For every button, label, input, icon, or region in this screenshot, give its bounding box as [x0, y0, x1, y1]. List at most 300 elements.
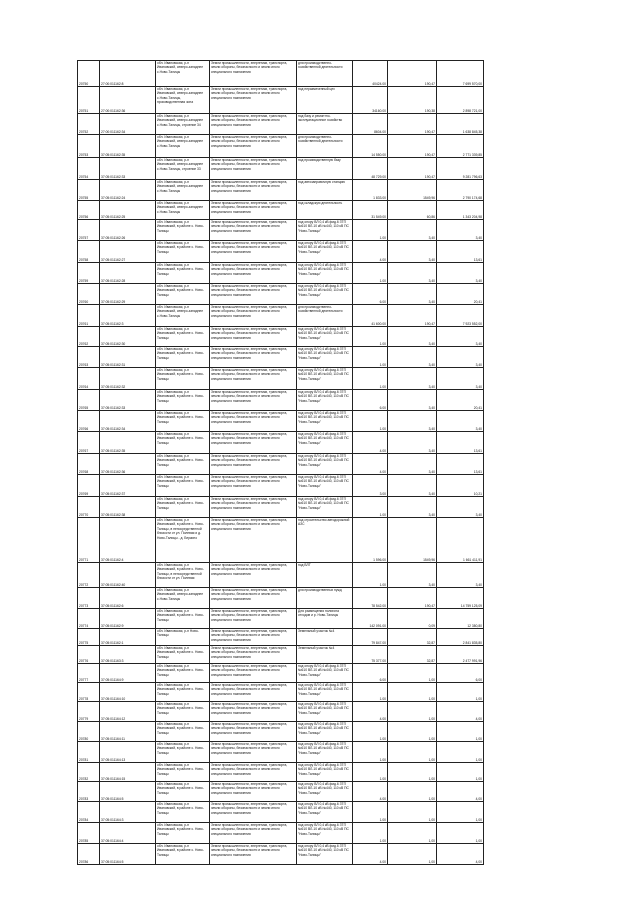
row-id: 20755 [78, 180, 100, 201]
permitted-use: под опору ВЛ 0,4 кВ фид.6 ЗТП №610 ВЛ-10 кВ №440, 110 кВ ПС "Ново-Талицы" [297, 241, 353, 263]
cadastral-table [77, 60, 484, 865]
specific-value: 1,00 [388, 802, 437, 823]
area: 4.00 [353, 844, 388, 865]
land-category: Земли промышленности, энергетики, транспорта, земли обороны, безопасности и земли иного специального назначения [210, 782, 297, 802]
specific-value: 3,40 [388, 432, 437, 454]
cadastral-number: 37:05:011162:3 [100, 305, 156, 327]
area: 8604.00 [353, 114, 388, 135]
cadastral-value: 3,40 [437, 263, 484, 284]
permitted-use: под опору ВЛ 0,4 кВ фид.6 ЗТП №610 ВЛ-10 кВ №440, 110 кВ ПС "Ново-Талицы" [297, 432, 353, 454]
address: обл. Ивановская, р-н Ивановский, в районе с. Ново-Талицы [156, 475, 210, 497]
address: обл. Ивановская, р-н Ивановский, в районе с. Ново-Талицы [156, 609, 210, 629]
land-category: Земли промышленности, энергетики, транспорта, земли обороны, безопасности и земли иного специального назначения [210, 844, 297, 865]
cadastral-value: 1,00 [437, 823, 484, 844]
row-id: 20750 [78, 61, 100, 87]
table-row [78, 327, 484, 347]
cadastral-value: 3,40 [437, 368, 484, 390]
land-category: Земли промышленности, энергетики, транспорта, земли обороны, безопасности и земли иного специального назначения [210, 763, 297, 782]
land-category: Земли промышленности, энергетики, транспорта, земли обороны, безопасности и земли иного специального назначения [210, 411, 297, 432]
cadastral-number: 37:05:011162:4 [100, 518, 156, 563]
table-row [78, 347, 484, 368]
area: 1.00 [353, 563, 388, 588]
area: 1 833.00 [353, 180, 388, 201]
area: 1.00 [353, 763, 388, 782]
specific-value: 190,47 [388, 588, 437, 609]
permitted-use: под опору ВЛ 0,4 кВ фид.6 ЗТП №610 ВЛ-10 кВ №440, 110 кВ ПС "Ново-Талицы" [297, 782, 353, 802]
permitted-use: для производственно-хозяйственной деятельности [297, 305, 353, 327]
land-category: Земли промышленности, энергетики, транспорта, земли обороны, безопасности и земли иного специального назначения [210, 241, 297, 263]
cadastral-number: 37:05:011162:38 [100, 497, 156, 518]
address: обл. Ивановская, р-н Ивановский, северо-западнее с.Ново-Талицы [156, 588, 210, 609]
land-category: Земли промышленности, энергетики, транспорта, земли обороны, безопасности и земли иного специального назначения [210, 220, 297, 241]
cadastral-value: 1 638 845,38 [437, 114, 484, 135]
permitted-use: под опору ВЛ 0,4 кВ фид.6 ЗТП №610 ВЛ-10 кВ №440, 110 кВ ПС "Ново-Талицы" [297, 263, 353, 284]
permitted-use: для производственно-хозяйственной деятельности [297, 61, 353, 87]
land-category: Земли промышленности, энергетики, транспорта, земли обороны, безопасности и земли иного специального назначения [210, 588, 297, 609]
land-category: Земли промышленности, энергетики, транспорта, земли обороны, безопасности и земли иного специального назначения [210, 646, 297, 664]
land-category: Земли промышленности, энергетики, транспорта, земли обороны, безопасности и земли иного специального назначения [210, 475, 297, 497]
permitted-use: под автозаправочную станцию [297, 180, 353, 201]
specific-value: 1,00 [388, 782, 437, 802]
table-row [78, 646, 484, 664]
cadastral-value: 1,00 [437, 763, 484, 782]
area: 3.00 [353, 475, 388, 497]
specific-value: 1,00 [388, 742, 437, 763]
area: 14 550.00 [353, 135, 388, 158]
cadastral-value: 1,00 [437, 722, 484, 742]
cadastral-value: 3,40 [437, 327, 484, 347]
cadastral-value: 4,00 [437, 702, 484, 722]
table-row [78, 368, 484, 390]
land-category: Земли промышленности, энергетики, транспорта, земли обороны, безопасности и земли иного специального назначения [210, 347, 297, 368]
address: обл. Ивановская, р-н Ивановский, в районе с. Ново-Талицы [156, 411, 210, 432]
land-category: Земли промышленности, энергетики, транспорта, земли обороны, безопасности и земли иного специального назначения [210, 609, 297, 629]
permitted-use: под опору ВЛ 0,4 кВ фид.6 ЗТП №610 ВЛ-10 кВ №440, 110 кВ ПС "Ново-Талицы" [297, 475, 353, 497]
cadastral-value: 4,00 [437, 844, 484, 865]
cadastral-value: 3,40 [437, 563, 484, 588]
cadastral-number: 37:05:011162:35 [100, 135, 156, 158]
permitted-use: под опору ВЛ 0,4 кВ фид.6 ЗТП №610 ВЛ-10 кВ №440, 110 кВ ПС "Ново-Талицы" [297, 683, 353, 702]
cadastral-number: 37:05:011164:9 [100, 664, 156, 683]
specific-value: 190,38 [388, 87, 437, 114]
cadastral-value: 20,41 [437, 284, 484, 305]
permitted-use: для производственно-хозяйственной деятельности [297, 135, 353, 158]
specific-value: 3,40 [388, 563, 437, 588]
cadastral-value: 2 898 721,00 [437, 87, 484, 114]
specific-value: 190,47 [388, 114, 437, 135]
area: 1 596.00 [353, 518, 388, 563]
area: 1.00 [353, 347, 388, 368]
table-row [78, 588, 484, 609]
area: 41 600.00 [353, 305, 388, 327]
permitted-use: под опору ВЛ 0,4 кВ фид.6 ЗТП №610 ВЛ-10 кВ №440, 110 кВ ПС "Ново-Талицы" [297, 763, 353, 782]
land-category: Земли промышленности, энергетики, транспорта, земли обороны, безопасности и земли иного специального назначения [210, 702, 297, 722]
table-row [78, 497, 484, 518]
table-row [78, 844, 484, 865]
permitted-use: под опору ВЛ 0,4 кВ фид.6 ЗТП №610 ВЛ-10 кВ №440, 110 кВ ПС "Ново-Талицы" [297, 390, 353, 411]
area: 1.00 [353, 802, 388, 823]
address: обл. Ивановская, р-н Ивановский, в районе с. Ново-Талицы [156, 347, 210, 368]
permitted-use: под базу и ремонтно-эксплуатационное хозяйство [297, 114, 353, 135]
cadastral-value: 3,40 [437, 411, 484, 432]
address: обл. Ивановская, р-н Ивановский, северо-западнее с.Ново-Талицы, строение 34 [156, 114, 210, 135]
row-id: 20784 [78, 802, 100, 823]
table-row [78, 722, 484, 742]
row-id: 20782 [78, 763, 100, 782]
area: 1.00 [353, 220, 388, 241]
permitted-use: под складскую деятельность [297, 201, 353, 220]
cadastral-value: 6,00 [437, 664, 484, 683]
cadastral-number: 27:00:011162:8 [100, 61, 156, 87]
address: обл. Ивановская, р-н Ивановский, северо-западнее с.Ново-Талицы [156, 61, 210, 87]
table-row [78, 763, 484, 782]
cadastral-number: 37:05:011162:24 [100, 180, 156, 201]
land-category: Земли промышленности, энергетики, транспорта, земли обороны, безопасности и земли иного специального назначения [210, 368, 297, 390]
land-category: Земли промышленности, энергетики, транспорта, земли обороны, безопасности и земли иного специального назначения [210, 823, 297, 844]
permitted-use: под опору ВЛ 0,4 кВ фид.6 ЗТП №610 ВЛ-10 кВ №440, 110 кВ ПС "Ново-Талицы" [297, 284, 353, 305]
cadastral-value: 13,61 [437, 454, 484, 475]
cadastral-value: 14 759 125,09 [437, 588, 484, 609]
row-id: 20775 [78, 629, 100, 646]
cadastral-value: 20,41 [437, 390, 484, 411]
address: обл. Ивановская, р-н Ивановский, в районе с. Ново-Талицы [156, 368, 210, 390]
permitted-use: под неразмеченный цех [297, 87, 353, 114]
cadastral-value: 13,61 [437, 241, 484, 263]
permitted-use: под опору ВЛ 0,4 кВ фид.6 ЗТП №610 ВЛ-10 кВ №440, 110 кВ ПС "Ново-Талицы" [297, 844, 353, 865]
table-row [78, 664, 484, 683]
specific-value: 190,47 [388, 61, 437, 87]
address: обл. Ивановская, р-н Ивановский, в районе с. Ново-Талицы [156, 241, 210, 263]
specific-value: 3,40 [388, 241, 437, 263]
land-category: Земли промышленности, энергетики, транспорта, земли обороны, безопасности и земли иного специального назначения [210, 180, 297, 201]
table-row [78, 284, 484, 305]
cadastral-value: 1 661 411,91 [437, 518, 484, 563]
cadastral-number: 37:05:011162:6 [100, 588, 156, 609]
permitted-use: под строительство автодорожной АЗС [297, 518, 353, 563]
cadastral-value: 7 699 570,00 [437, 61, 484, 87]
address: обл. Ивановская, р-н Ивановский, в районе с. Ново-Талицы [156, 263, 210, 284]
land-category: Земли промышленности, энергетики, транспорта, земли обороны, безопасности и земли иного специального назначения [210, 497, 297, 518]
address: обл. Ивановская, р-н Ново-Талицы [156, 629, 210, 646]
permitted-use: под опору ВЛ 0,4 кВ фид.6 ЗТП №610 ВЛ-10 кВ №440, 110 кВ ПС "Ново-Талицы" [297, 823, 353, 844]
land-category: Земли промышленности, энергетики, транспорта, земли обороны, безопасности и земли иного специального назначения [210, 305, 297, 327]
table-row [78, 475, 484, 497]
land-category: Земли промышленности, энергетики, транспорта, земли обороны, безопасности и земли иного специального назначения [210, 284, 297, 305]
row-id: 20761 [78, 305, 100, 327]
land-category: Земли промышленности, энергетики, транспорта, земли обороны, безопасности и земли иного специального назначения [210, 629, 297, 646]
specific-value: 1,00 [388, 683, 437, 702]
cadastral-number: 37:05:011162:26 [100, 220, 156, 241]
land-category: Земли промышленности, энергетики, транспорта, земли обороны, безопасности и земли иного специального назначения [210, 263, 297, 284]
permitted-use: под опору ВЛ 0,4 кВ фид.6 ЗТП №610 ВЛ-10 кВ №440, 110 кВ ПС "Ново-Талицы" [297, 347, 353, 368]
cadastral-number: 37:05:011162:28 [100, 263, 156, 284]
land-category: Земли промышленности, энергетики, транспорта, земли обороны, безопасности и земли иного специального назначения [210, 432, 297, 454]
table-row [78, 609, 484, 629]
cadastral-value: 13,61 [437, 432, 484, 454]
row-id: 20776 [78, 646, 100, 664]
specific-value: 3,40 [388, 497, 437, 518]
cadastral-number: 37:05:011162:33 [100, 390, 156, 411]
area: 4.00 [353, 782, 388, 802]
permitted-use: под опору ВЛ 0,4 кВ фид.6 ЗТП №610 ВЛ-10 кВ №440, 110 кВ ПС "Ново-Талицы" [297, 702, 353, 722]
area: 78 542.00 [353, 588, 388, 609]
table-row [78, 629, 484, 646]
specific-value: 1,00 [388, 844, 437, 865]
permitted-use: под производственную базу [297, 158, 353, 180]
address: обл. Ивановская, р-н Ивановский, в районе с. Ново-Талицы [156, 432, 210, 454]
table-row [78, 782, 484, 802]
area: 1.00 [353, 327, 388, 347]
address: обл. Ивановская, р-н Ивановский, в районе с. Ново-Талицы [156, 220, 210, 241]
area: 34160.00 [353, 87, 388, 114]
specific-value: 190,47 [388, 135, 437, 158]
cadastral-number: 37:05:011164:10 [100, 683, 156, 702]
row-id: 20778 [78, 683, 100, 702]
area: 1.00 [353, 823, 388, 844]
area: 6.00 [353, 664, 388, 683]
area: 48 729.00 [353, 158, 388, 180]
area: 1.00 [353, 368, 388, 390]
permitted-use: под опору ВЛ 0,4 кВ фид.6 ЗТП №610 ВЛ-10 кВ №440, 110 кВ ПС "Ново-Талицы" [297, 220, 353, 241]
permitted-use: под опору ВЛ 0,4 кВ фид.6 ЗТП №610 ВЛ-10 кВ №440, 110 кВ ПС "Ново-Талицы" [297, 454, 353, 475]
table-row [78, 220, 484, 241]
specific-value: 0,09 [388, 609, 437, 629]
address: обл. Ивановская, р-н Ивановский, в районе с. Ново-Талицы [156, 742, 210, 763]
row-id: 20770 [78, 497, 100, 518]
land-category: Земли промышленности, энергетики, транспорта, земли обороны, безопасности и земли иного специального назначения [210, 114, 297, 135]
permitted-use: под опору ВЛ 0,4 кВ фид.6 ЗТП №610 ВЛ-10 кВ №440, 110 кВ ПС "Ново-Талицы" [297, 664, 353, 683]
row-id: 20751 [78, 87, 100, 114]
specific-value: 1549,96 [388, 518, 437, 563]
land-category: Земли промышленности, энергетики, транспорта, земли обороны, безопасности и земли иного специального назначения [210, 158, 297, 180]
table-row [78, 390, 484, 411]
cadastral-number: 37:05:011162:31 [100, 347, 156, 368]
specific-value: 3,40 [388, 284, 437, 305]
table-row [78, 518, 484, 563]
row-id: 20766 [78, 411, 100, 432]
address: обл. Ивановская, р-н Ивановский, северо-западнее с.Ново-Талицы, производственная зона [156, 87, 210, 114]
permitted-use: под опору ВЛ 0,4 кВ фид.6 ЗТП №610 ВЛ-10 кВ №440, 110 кВ ПС "Ново-Талицы" [297, 497, 353, 518]
land-category: Земли промышленности, энергетики, транспорта, земли обороны, безопасности и земли иного специального назначения [210, 664, 297, 683]
table-row [78, 241, 484, 263]
land-category: Земли промышленности, энергетики, транспорта, земли обороны, безопасности и земли иного специального назначения [210, 454, 297, 475]
address: обл. Ивановская, р-н Ивановский, северо-западнее с.Ново-Талицы [156, 201, 210, 220]
cadastral-number: 37:05:011162:40 [100, 563, 156, 588]
cadastral-value: 7 923 552,00 [437, 305, 484, 327]
row-id: 20762 [78, 327, 100, 347]
land-category: Земли промышленности, энергетики, транспорта, земли обороны, безопасности и земли иного специального назначения [210, 327, 297, 347]
cadastral-number: 37:05:011162:35 [100, 432, 156, 454]
specific-value: 60,86 [388, 201, 437, 220]
specific-value: 1,00 [388, 763, 437, 782]
row-id: 20763 [78, 347, 100, 368]
cadastral-number: 37:05:011164:15 [100, 763, 156, 782]
address: обл. Ивановская, р-н Ивановский, в районе с. Ново-Талицы [156, 722, 210, 742]
specific-value: 32,87 [388, 629, 437, 646]
cadastral-value: 10,21 [437, 475, 484, 497]
land-category: Земли промышленности, энергетики, транспорта, земли обороны, безопасности и земли иного специального назначения [210, 201, 297, 220]
row-id: 20772 [78, 563, 100, 588]
cadastral-value: 3,40 [437, 497, 484, 518]
address: обл. Ивановская, р-н Ивановский, северо-западнее с.Ново-Талицы [156, 180, 210, 201]
address: обл. Ивановская, р-н Ивановский, северо-западнее с.Ново-Талицы, строение 33 [156, 158, 210, 180]
cadastral-number: 37:05:011164:5 [100, 844, 156, 865]
cadastral-number: 37:05:011164:12 [100, 702, 156, 722]
area: 142 091.00 [353, 609, 388, 629]
cadastral-number: 37:05:011164:4 [100, 823, 156, 844]
permitted-use: под опору ВЛ 0,4 кВ фид.6 ЗТП №610 ВЛ-10 кВ №440, 110 кВ ПС "Ново-Талицы" [297, 722, 353, 742]
address: обл. Ивановская, р-н Ивановский, в районе с. Ново-Талицы [156, 683, 210, 702]
row-id: 20774 [78, 609, 100, 629]
table-row [78, 114, 484, 135]
row-id: 20764 [78, 368, 100, 390]
address: обл. Ивановская, р-н Ивановский, в районе с. Ново-Талицы [156, 390, 210, 411]
area: 1.00 [353, 683, 388, 702]
table-row [78, 823, 484, 844]
cadastral-number: 37:05:011162:33 [100, 158, 156, 180]
specific-value: 3,40 [388, 454, 437, 475]
cadastral-number: 37:05:011162:30 [100, 327, 156, 347]
address: обл. Ивановская, р-н Ивановский, в районе с. Ново-Талицы [156, 844, 210, 865]
cadastral-value: 2 477 991,96 [437, 646, 484, 664]
cadastral-number: 37:05:011162:29 [100, 284, 156, 305]
permitted-use: Для размещения полигона отходов и р. Ново-Талицы [297, 609, 353, 629]
address: обл. Ивановская, р-н Ивановский, в районе с. Ново-Талицы [156, 327, 210, 347]
cadastral-value: 1,00 [437, 802, 484, 823]
land-category: Земли промышленности, энергетики, транспорта, земли обороны, безопасности и земли иного специального назначения [210, 61, 297, 87]
table-row [78, 158, 484, 180]
table-row [78, 180, 484, 201]
specific-value: 1,00 [388, 664, 437, 683]
row-id: 20779 [78, 702, 100, 722]
table-body [78, 61, 484, 865]
cadastral-value: 3,40 [437, 220, 484, 241]
permitted-use: под опору ВЛ 0,4 кВ фид.6 ЗТП №610 ВЛ-10 кВ №440, 110 кВ ПС "Ново-Талицы" [297, 411, 353, 432]
area: 40424.00 [353, 61, 388, 87]
row-id: 20757 [78, 220, 100, 241]
area: 4.00 [353, 454, 388, 475]
row-id: 20765 [78, 390, 100, 411]
land-category: Земли промышленности, энергетики, транспорта, земли обороны, безопасности и земли иного специального назначения [210, 683, 297, 702]
area: 75 377.00 [353, 646, 388, 664]
table-row [78, 411, 484, 432]
specific-value: 1,00 [388, 823, 437, 844]
cadastral-number: 27:00:011162:34 [100, 114, 156, 135]
cadastral-number: 37:05:011162:36 [100, 454, 156, 475]
table-row [78, 263, 484, 284]
permitted-use: под опору ВЛ 0,4 кВ фид.6 ЗТП №610 ВЛ-10 кВ №440, 110 кВ ПС "Ново-Талицы" [297, 802, 353, 823]
address: обл. Ивановская, р-н Ивановский, в районе с. Ново-Талицы [156, 823, 210, 844]
area: 4.00 [353, 241, 388, 263]
specific-value: 1,00 [388, 722, 437, 742]
permitted-use: под опору ВЛ 0,4 кВ фид.6 ЗТП №610 ВЛ-10 кВ №440, 110 кВ ПС "Ново-Талицы" [297, 368, 353, 390]
cadastral-value: 3,40 [437, 347, 484, 368]
table-row [78, 432, 484, 454]
table-row [78, 742, 484, 763]
row-id: 20760 [78, 284, 100, 305]
specific-value: 3,40 [388, 347, 437, 368]
table-row [78, 201, 484, 220]
land-category: Земли промышленности, энергетики, транспорта, земли обороны, безопасности и земли иного специального назначения [210, 742, 297, 763]
cadastral-value: 1,00 [437, 742, 484, 763]
table-row [78, 61, 484, 87]
area: 79 847.00 [353, 629, 388, 646]
cadastral-number: 37:05:011162:37 [100, 475, 156, 497]
table-row [78, 683, 484, 702]
area: 6.00 [353, 284, 388, 305]
row-id: 20753 [78, 135, 100, 158]
address: обл. Ивановская, р-н Ивановский, в районе с. Ново-Талицы [156, 454, 210, 475]
row-id: 20785 [78, 823, 100, 844]
cadastral-value: 1 343 204,98 [437, 201, 484, 220]
cadastral-value: 4,00 [437, 782, 484, 802]
address: обл. Ивановская, р-н Ивановский, северо-западнее с.Ново-Талицы [156, 135, 210, 158]
address: обл. Ивановская, р-н Ивановский, в районе с. Ново-Талицы [156, 763, 210, 782]
area: 1.00 [353, 742, 388, 763]
specific-value: 190,47 [388, 305, 437, 327]
cadastral-number: 37:05:011162:1 [100, 629, 156, 646]
cadastral-value: 1,00 [437, 683, 484, 702]
cadastral-value: 2 841 835,80 [437, 629, 484, 646]
address: обл. Ивановская, р-н Ивановский, в районе с. Ново-Талицы [156, 497, 210, 518]
row-id: 20781 [78, 742, 100, 763]
table-row [78, 802, 484, 823]
land-category: Земли промышленности, энергетики, транспорта, земли обороны, безопасности и земли иного специального назначения [210, 135, 297, 158]
permitted-use: под ВЛТ [297, 563, 353, 588]
table-row [78, 702, 484, 722]
address: обл. Ивановская, р-н Ивановский, северо-западнее с.Ново-Талицы [156, 305, 210, 327]
cadastral-number: 37:05:011162:34 [100, 411, 156, 432]
row-id: 20756 [78, 201, 100, 220]
table-row [78, 135, 484, 158]
table-row [78, 87, 484, 114]
cadastral-number: 37:05:011162:27 [100, 241, 156, 263]
land-category: Земли промышленности, энергетики, транспорта, земли обороны, безопасности и земли иного специального назначения [210, 563, 297, 588]
cadastral-number: 37:05:011162:32 [100, 368, 156, 390]
cadastral-number: 37:05:011162:9 [100, 609, 156, 629]
cadastral-number: 27:00:011162:36 [100, 87, 156, 114]
address: обл. Ивановская, р-н Ивановский, в районе с. Ново-Талицы [156, 284, 210, 305]
specific-value: 3,40 [388, 475, 437, 497]
table-row [78, 305, 484, 327]
specific-value: 3,40 [388, 368, 437, 390]
row-id: 20773 [78, 588, 100, 609]
specific-value: 32,87 [388, 646, 437, 664]
address: обл. Ивановская, р-н Ивановский, в районе с. Ново-Талицы, в непосредственной близости от ул. Полевая [156, 563, 210, 588]
row-id: 20754 [78, 158, 100, 180]
row-id: 20759 [78, 263, 100, 284]
specific-value: 3,40 [388, 220, 437, 241]
cadastral-value: 2 771 339,85 [437, 135, 484, 158]
specific-value: 3,40 [388, 390, 437, 411]
address: обл. Ивановская, р-н Ивановский, в районе с. Ново-Талицы [156, 664, 210, 683]
cadastral-number: 37:05:011164:3 [100, 802, 156, 823]
area: 4.00 [353, 702, 388, 722]
row-id: 20780 [78, 722, 100, 742]
cadastral-number: 37:05:011164:5 [100, 782, 156, 802]
row-id: 20786 [78, 844, 100, 865]
row-id: 20783 [78, 782, 100, 802]
row-id: 20768 [78, 454, 100, 475]
cadastral-value: 9 281 796,63 [437, 158, 484, 180]
specific-value: 1549,96 [388, 180, 437, 201]
row-id: 20777 [78, 664, 100, 683]
address: обл. Ивановская, р-н Ивановский, в районе с. Ново-Талицы [156, 646, 210, 664]
address: обл. Ивановская, р-н Ивановский, в районе с. Ново-Талицы [156, 702, 210, 722]
address: обл. Ивановская, р-н Ивановский, в районе с. Ново-Талицы [156, 782, 210, 802]
cadastral-number: 37:05:011163:3 [100, 646, 156, 664]
area: 1.00 [353, 497, 388, 518]
